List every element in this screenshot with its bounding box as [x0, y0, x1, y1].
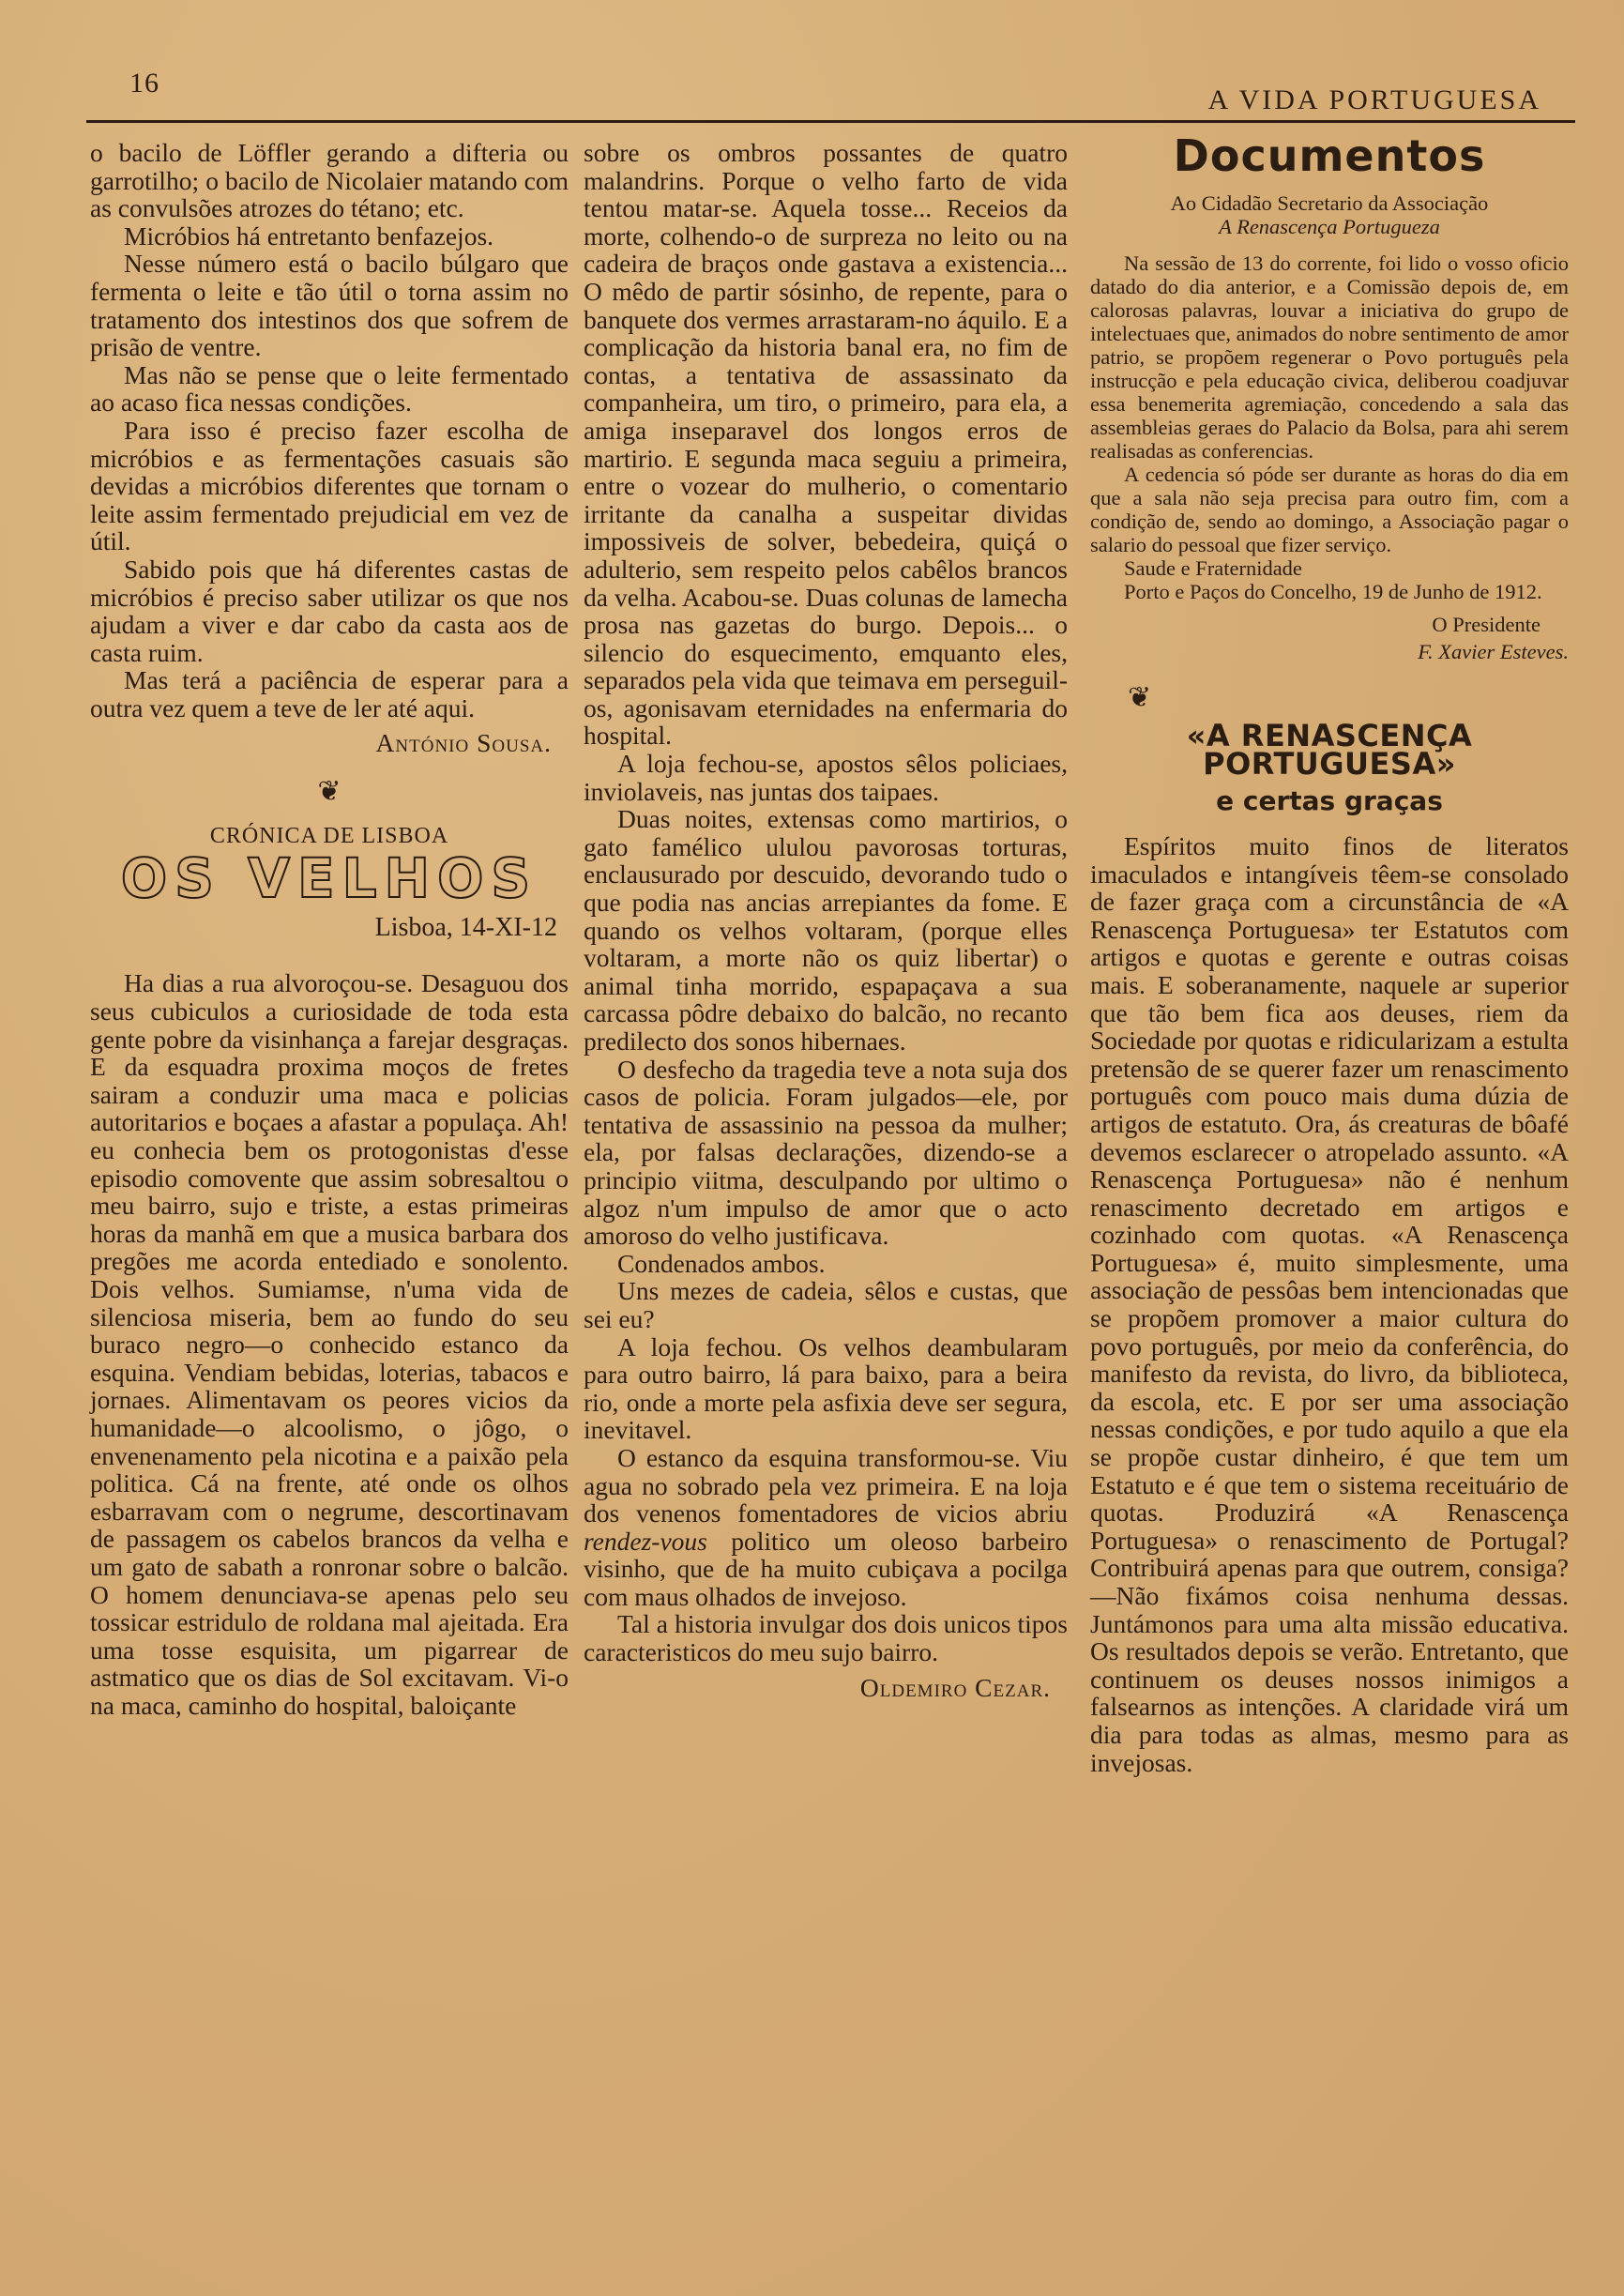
- paragraph-text: O estanco da esquina transformou-se. Viu agua no sobrado pela vez primeira. E na loja dos venenos fomentadores de vicios abriu: [584, 1442, 1068, 1528]
- column-middle: [584, 139, 1068, 1711]
- paragraph: Mas não se pense que o leite fermentado ao acaso fica nessas condições.: [90, 359, 569, 418]
- column-left: [90, 139, 569, 1719]
- paragraph: sobre os ombros possantes de quatro malandrins. Porque o velho farto de vida tentou matar-se. Aquela tosse... Receios da morte, colhendo-o de surpreza no leito ou na cadeira de braços onde gastava a existencia... O mêdo de partir sósinho, de repente, para o banquete dos vermes arrastaram-no áquilo. E a complicação da historia banal era, no fim de contas, a tentativa de assassinato da companheira, um tiro, o primeiro, para ela, a amiga inseparavel dos longos erros de martirio. E segunda maca seguiu a primeira, entre o vozear do mulherio, o comentario irritante da canalha a suspeitar dividas impossiveis de solver, bebedeira, quiçá o adulterio, sem respeito pelos cabêlos brancos da velha. Acabou-se. Duas colunas de lamecha prosa nas gazetas do burgo. Depois... o silencio do esquecimento, emquanto eles, separados pela vida que teimava em perseguil-os, agonisavam eternidades na enfermaria do hospital.: [584, 138, 1068, 751]
- article-title: OS VELHOS: [120, 846, 539, 911]
- italic-phrase: rendez-vous: [584, 1526, 707, 1556]
- article-subtitle: e certas graças: [1216, 785, 1443, 817]
- ornament-icon: ❦: [1128, 681, 1152, 713]
- paragraph: Tal a historia invulgar dos dois unicos tipos caracteristicos do meu sujo bairro.: [584, 1609, 1068, 1667]
- header-rule: [86, 120, 1575, 123]
- document-paragraph: Saude e Fraternidade: [1124, 555, 1302, 580]
- paragraph: Para isso é preciso fazer escolha de micróbios e as fermentações casuais são devidas a micróbios diferentes que tornam o leite assim fermentado prejudicial em vez de útil.: [90, 415, 569, 556]
- paragraph: Espíritos muito finos de literatos imaculados e intangíveis têem-se consolado de fazer graça com a circunstância de «A Renascença Portuguesa» ter Estatutos com artigos e quotas e gerente e outras coisas mais. E soberanamente, naquele ar superior que tão bem fica aos deuses, riem da Sociedade por quotas e ridicularizam a estulta pretensão de se querer fazer um renascimento português com pouco mais duma dúzia de artigos de estatuto. Ora, ás creaturas de bôafé devemos esclarecer o atropelado assunto. «A Renascença Portuguesa» não é nenhum renascimento decretado em artigos e cozinhado com quotas. «A Renascença Portuguesa» é, muito simplesmente, uma associação de pessôas bem intencionadas que se propõem promover a maior cultura do povo português, por meio da conferência, do manifesto da revista, do livro, da biblioteca, da escola, etc. E por ser uma associação nessas condições, e por tudo aquilo a que ela se propõe custar dinheiro, é que tem um Estatuto e é que tem o sistema receituário de quotas. Produzirá «A Renascença Portuguesa» o renascimento de Portugal? Contribuirá apenas para que outrem, consiga?—Não fixámos coisa nenhuma dessas. Juntámonos para uma alta missão educativa. Os resultados depois se verão. Entretanto, que continuem os deuses nossos inimigos a falsearnos as intenções. A claridade virá um dia para todas as almas, mesmo para as invejosas.: [1090, 830, 1569, 1777]
- page-number: 16: [129, 68, 159, 99]
- author-signature: Oldemiro Cezar.: [859, 1672, 1051, 1702]
- paragraph: Duas noites, extensas como martirios, o gato famélico ululou pavorosas torturas, enclausurado por descuido, devorando tudo o que podia nas ancias arrepiantes da fome. E quando os velhos voltaram, (porque elles voltaram, a morte não os quiz libertar) o animal tinha morrido, espapaçava a sua carcassa pôdre debaixo do balcão, no recanto predilecto dos sonos hibernaes.: [584, 804, 1068, 1056]
- paragraph: A loja fechou-se, apostos sêlos policiaes, inviolaveis, nas juntas dos taipaes.: [584, 749, 1068, 806]
- paragraph: Ha dias a rua alvoroçou-se. Desaguou dos seus cubiculos a curiosidade de toda esta gente pobre da visinhança a farejar desgraças. E da esquadra proxima moços de fretes sairam a conduzir uma maca e policias autoritarios e boçaes a afastar a populaça. Ah! eu conhecia bem os protogonistas d'esse episodio comovente que assim sobresaltou o meu bairro, sujo e triste, a estas primeiras horas da manhã em que a musica barbara dos pregões me acorda entediado e sonolento. Dois velhos. Sumiamse, n'uma vida de silenciosa miseria, bem ao fundo do seu buraco negro—o conhecido estanco da esquina. Vendiam bebidas, loterias, tabacos e jornaes. Alimentavam os peores vicios da humanidade—o alcoolismo, o jôgo, o envenenamento pela nicotina e a paixão pela politica. Cá na frente, até onde os olhos esbarravam com o negrume, descortinavam de passagem os cabelos brancos da velha e um gato de sabath a ronronar sobre o balcão. O homem denunciava-se apenas pelo seu tossicar estridulo de roldana mal ajeitada. Era uma tosse esquisita, um pigarrear de astmatico que os dias de Sol excitavam. Vi-o na maca, caminho do hospital, baloiçante: [90, 968, 569, 1720]
- article-title: «A RENASCENÇA PORTUGUESA»: [1186, 718, 1473, 782]
- paragraph: [584, 1444, 1068, 1611]
- addressee-line: A Renascença Portugueza: [1219, 214, 1440, 238]
- paragraph: Condenados ambos.: [617, 1248, 826, 1278]
- paragraph: o bacilo de Löffler gerando a difteria ou garrotilho; o bacilo de Nicolaier matando com as convulsões atrozes do tétano; etc.: [90, 138, 569, 223]
- dateline: Lisboa, 14-XI-12: [374, 912, 557, 942]
- addressee-line: Ao Cidadão Secretario da Associação: [1170, 190, 1489, 215]
- author-signature: António Sousa.: [375, 728, 552, 758]
- paragraph: Mas terá a paciência de esperar para a outra vez quem a teve de ler até aqui.: [90, 665, 569, 722]
- paragraph: A loja fechou. Os velhos deambularam para outro bairro, lá para baixo, para a beira rio, onde a morte pela asfixia deve ser segura, inevitavel.: [584, 1331, 1068, 1445]
- column-right: [1090, 130, 1569, 1777]
- president-name: F. Xavier Esteves.: [1418, 639, 1569, 663]
- document-paragraph: Porto e Paços do Concelho, 19 de Junho de 1912.: [1124, 579, 1542, 603]
- running-head: A VIDA PORTUGUESA: [1207, 84, 1541, 115]
- paragraph: Nesse número está o bacilo búlgaro que fermenta o leite e tão útil o torna assim no tratamento dos intestinos dos que sofrem de prisão de ventre.: [90, 249, 569, 362]
- president-label: O Presidente: [1432, 612, 1541, 636]
- paragraph: O desfecho da tragedia teve a nota suja dos casos de policia. Foram julgados—ele, por tentativa de assassinio na pessoa da mulher; ela, por falsas declarações, dizendo-se a principio viitma, desculpando por ultimo o algoz n'um impulso de amor que o acto amoroso do velho justificava.: [584, 1054, 1068, 1251]
- document-paragraph: A cedencia só póde ser durante as horas do dia em que a sala não seja precisa para outro fim, com a condição de, sendo ao domingo, a Associação pagar o salario do pessoal que fizer serviço.: [1090, 462, 1569, 556]
- paragraph: Uns mezes de cadeia, sêlos e custas, que sei eu?: [584, 1276, 1068, 1333]
- documents-title: Documentos: [1173, 130, 1486, 181]
- paragraph: Sabido pois que há diferentes castas de micróbios é preciso saber utilizar os que nos ajudam a viver e dar cabo da casta aos de casta ruim.: [90, 554, 569, 667]
- ornament-icon: ❦: [317, 776, 341, 808]
- paragraph-text: politico um oleoso barbeiro visinho, que de ha muito cubiçava a pocilga com maus olhados de invejoso.: [584, 1526, 1068, 1611]
- section-kicker: CRÓNICA DE LISBOA: [209, 823, 449, 848]
- paragraph: Micróbios há entretanto benfazejos.: [124, 220, 494, 251]
- document-paragraph: Na sessão de 13 do corrente, foi lido o vosso oficio datado do dia anterior, e a Comissão depois de, em calorosas palavras, louvar a iniciativa do grupo de intelectuaes que, animados do nobre sentimento de amor patrio, se propõem regenerar o Povo português pela instrucção e pela educação civica, deliberou coadjuvar essa benemerita agremiação, concedendo a sala das assembleias geraes do Palacio da Bolsa, para ahi serem realisadas as conferencias.: [1090, 251, 1569, 463]
